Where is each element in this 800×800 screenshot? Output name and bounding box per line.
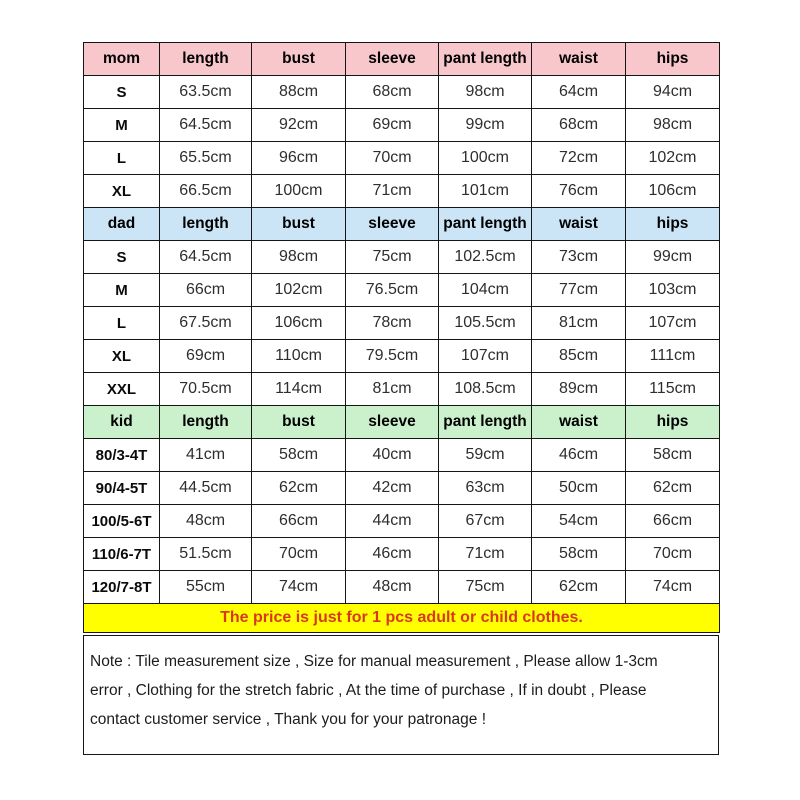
measurement-value: 59cm [439, 439, 532, 472]
column-header-bust: bust [252, 43, 346, 76]
price-banner-text: The price is just for 1 pcs adult or child clothes. [84, 604, 720, 633]
size-label: M [84, 109, 160, 142]
measurement-value: 105.5cm [439, 307, 532, 340]
size-label: S [84, 76, 160, 109]
size-row-mom-M [84, 109, 720, 142]
measurement-value: 65.5cm [160, 142, 252, 175]
column-header-pant-length: pant length [439, 406, 532, 439]
measurement-value: 62cm [532, 571, 626, 604]
measurement-value: 107cm [439, 340, 532, 373]
measurement-value: 41cm [160, 439, 252, 472]
banner-body [84, 604, 720, 633]
measurement-value: 75cm [346, 241, 439, 274]
measurement-value: 46cm [346, 538, 439, 571]
size-row-mom-L [84, 142, 720, 175]
measurement-value: 111cm [626, 340, 720, 373]
measurement-value: 88cm [252, 76, 346, 109]
measurement-value: 64.5cm [160, 241, 252, 274]
measurement-value: 99cm [626, 241, 720, 274]
measurement-value: 54cm [532, 505, 626, 538]
column-header-sleeve: sleeve [346, 208, 439, 241]
measurement-value: 110cm [252, 340, 346, 373]
size-table [83, 42, 720, 633]
measurement-value: 92cm [252, 109, 346, 142]
measurement-value: 76.5cm [346, 274, 439, 307]
measurement-value: 106cm [252, 307, 346, 340]
group-label-mom: mom [84, 43, 160, 76]
size-row-dad-M [84, 274, 720, 307]
note-line-2: error , Clothing for the stretch fabric , At the time of purchase , If in doubt , Please [90, 682, 647, 699]
measurement-value: 68cm [346, 76, 439, 109]
measurement-value: 101cm [439, 175, 532, 208]
size-row-kid-80/3-4T [84, 439, 720, 472]
measurement-value: 77cm [532, 274, 626, 307]
measurement-value: 70.5cm [160, 373, 252, 406]
measurement-value: 76cm [532, 175, 626, 208]
size-label: L [84, 142, 160, 175]
measurement-value: 78cm [346, 307, 439, 340]
column-header-sleeve: sleeve [346, 43, 439, 76]
column-header-hips: hips [626, 43, 720, 76]
measurement-value: 44cm [346, 505, 439, 538]
column-header-hips: hips [626, 208, 720, 241]
size-label: 110/6-7T [84, 538, 160, 571]
column-header-sleeve: sleeve [346, 406, 439, 439]
header-row-kid [84, 406, 720, 439]
measurement-value: 64cm [532, 76, 626, 109]
measurement-value: 66cm [160, 274, 252, 307]
measurement-value: 58cm [626, 439, 720, 472]
measurement-value: 99cm [439, 109, 532, 142]
measurement-value: 100cm [252, 175, 346, 208]
measurement-value: 66cm [252, 505, 346, 538]
measurement-value: 81cm [346, 373, 439, 406]
size-row-mom-XL [84, 175, 720, 208]
measurement-value: 42cm [346, 472, 439, 505]
size-row-dad-S [84, 241, 720, 274]
measurement-value: 51.5cm [160, 538, 252, 571]
measurement-value: 71cm [346, 175, 439, 208]
measurement-value: 70cm [626, 538, 720, 571]
measurement-value: 74cm [626, 571, 720, 604]
note-line-3: contact customer service , Thank you for your patronage ! [90, 711, 487, 728]
column-header-length: length [160, 43, 252, 76]
size-label: 90/4-5T [84, 472, 160, 505]
measurement-value: 58cm [532, 538, 626, 571]
measurement-value: 107cm [626, 307, 720, 340]
measurement-value: 100cm [439, 142, 532, 175]
size-row-dad-L [84, 307, 720, 340]
measurement-value: 64.5cm [160, 109, 252, 142]
measurement-value: 106cm [626, 175, 720, 208]
measurement-value: 66cm [626, 505, 720, 538]
size-table-body [84, 43, 720, 604]
measurement-value: 48cm [346, 571, 439, 604]
note-box [83, 635, 719, 755]
header-row-mom [84, 43, 720, 76]
size-label: XL [84, 340, 160, 373]
column-header-waist: waist [532, 208, 626, 241]
measurement-value: 75cm [439, 571, 532, 604]
measurement-value: 46cm [532, 439, 626, 472]
column-header-bust: bust [252, 208, 346, 241]
measurement-value: 104cm [439, 274, 532, 307]
measurement-value: 63cm [439, 472, 532, 505]
note-line-1: Note : Tile measurement size , Size for manual measurement , Please allow 1-3cm [90, 653, 658, 670]
group-label-dad: dad [84, 208, 160, 241]
measurement-value: 67cm [439, 505, 532, 538]
measurement-value: 79.5cm [346, 340, 439, 373]
column-header-waist: waist [532, 406, 626, 439]
measurement-value: 96cm [252, 142, 346, 175]
measurement-value: 70cm [252, 538, 346, 571]
size-row-dad-XXL [84, 373, 720, 406]
measurement-value: 63.5cm [160, 76, 252, 109]
measurement-value: 48cm [160, 505, 252, 538]
measurement-value: 94cm [626, 76, 720, 109]
measurement-value: 73cm [532, 241, 626, 274]
size-row-kid-120/7-8T [84, 571, 720, 604]
size-label: M [84, 274, 160, 307]
size-label: 120/7-8T [84, 571, 160, 604]
column-header-hips: hips [626, 406, 720, 439]
size-row-kid-90/4-5T [84, 472, 720, 505]
column-header-pant-length: pant length [439, 43, 532, 76]
size-label: L [84, 307, 160, 340]
measurement-value: 72cm [532, 142, 626, 175]
measurement-value: 58cm [252, 439, 346, 472]
size-row-mom-S [84, 76, 720, 109]
measurement-value: 40cm [346, 439, 439, 472]
size-label: S [84, 241, 160, 274]
column-header-bust: bust [252, 406, 346, 439]
measurement-value: 98cm [626, 109, 720, 142]
size-row-dad-XL [84, 340, 720, 373]
header-row-dad [84, 208, 720, 241]
size-row-kid-110/6-7T [84, 538, 720, 571]
size-label: XXL [84, 373, 160, 406]
column-header-waist: waist [532, 43, 626, 76]
measurement-value: 102.5cm [439, 241, 532, 274]
size-label: 100/5-6T [84, 505, 160, 538]
measurement-value: 55cm [160, 571, 252, 604]
size-label: 80/3-4T [84, 439, 160, 472]
measurement-value: 114cm [252, 373, 346, 406]
measurement-value: 69cm [160, 340, 252, 373]
measurement-value: 67.5cm [160, 307, 252, 340]
measurement-value: 50cm [532, 472, 626, 505]
column-header-length: length [160, 208, 252, 241]
measurement-value: 62cm [252, 472, 346, 505]
measurement-value: 44.5cm [160, 472, 252, 505]
size-row-kid-100/5-6T [84, 505, 720, 538]
column-header-pant-length: pant length [439, 208, 532, 241]
measurement-value: 98cm [252, 241, 346, 274]
measurement-value: 74cm [252, 571, 346, 604]
measurement-value: 66.5cm [160, 175, 252, 208]
measurement-value: 85cm [532, 340, 626, 373]
measurement-value: 103cm [626, 274, 720, 307]
measurement-value: 108.5cm [439, 373, 532, 406]
measurement-value: 89cm [532, 373, 626, 406]
measurement-value: 71cm [439, 538, 532, 571]
group-label-kid: kid [84, 406, 160, 439]
measurement-value: 69cm [346, 109, 439, 142]
measurement-value: 102cm [626, 142, 720, 175]
measurement-value: 98cm [439, 76, 532, 109]
measurement-value: 102cm [252, 274, 346, 307]
size-label: XL [84, 175, 160, 208]
measurement-value: 68cm [532, 109, 626, 142]
measurement-value: 62cm [626, 472, 720, 505]
column-header-length: length [160, 406, 252, 439]
measurement-value: 81cm [532, 307, 626, 340]
measurement-value: 115cm [626, 373, 720, 406]
measurement-value: 70cm [346, 142, 439, 175]
price-banner-row [84, 604, 720, 633]
